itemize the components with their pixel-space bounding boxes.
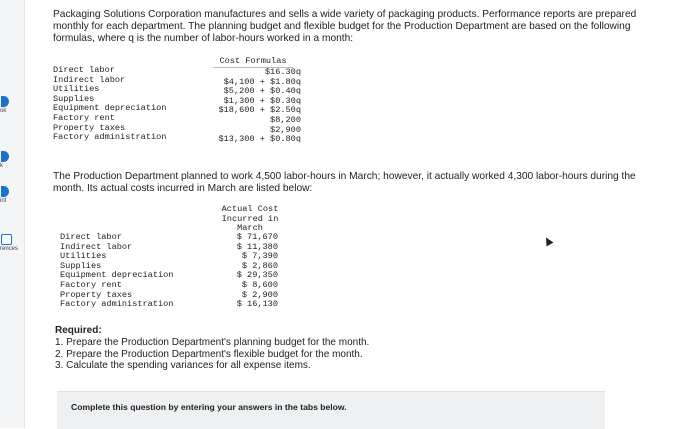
table-row-value: $ 2,900 — [241, 289, 278, 300]
table-row-value: $4,100 + $1.80q — [223, 76, 301, 87]
table-row-value: $2,900 — [270, 124, 301, 135]
actual-costs-names — [60, 233, 173, 310]
required-item: 2. Prepare the Production Department's flexible budget for the month. — [55, 348, 363, 360]
required-heading: Required: — [55, 325, 102, 336]
sidebar-item-label: int — [0, 198, 7, 204]
actual-costs-header-line: Actual Cost — [221, 204, 279, 214]
left-sidebar — [0, 0, 25, 428]
table-row-label: Property taxes — [60, 289, 133, 300]
table-row-label: Indirect labor — [60, 241, 133, 252]
table-row-label: Equipment depreciation — [60, 270, 174, 281]
intro-paragraph: Packaging Solutions Corporation manufactures and sells a wide variety of packaging products. Performance reports are prepared monthly for each department. The planning budget and flexible budget for the Production Department are based on the following formulas, where q is the number of labor-hours worked in a month: — [53, 9, 637, 45]
sidebar-item-label: rences — [0, 246, 19, 252]
actual-costs-header-line: March — [237, 223, 263, 234]
table-row-label: Supplies — [60, 260, 102, 271]
table-row-value: $16.30q — [264, 67, 301, 77]
table-row-label: Direct labor — [53, 65, 115, 75]
actual-costs-header-line: Incurred in — [221, 213, 279, 224]
required-item: 1. Prepare the Production Department's planning budget for the month. — [55, 336, 370, 348]
sidebar-tab-icon — [1, 234, 12, 245]
table-row-value: $8,200 — [270, 114, 301, 125]
table-row-label: Property taxes — [53, 122, 126, 133]
table-row-label: Utilities — [53, 84, 100, 95]
sidebar-item-1[interactable] — [0, 151, 24, 169]
instructions-banner-text: Complete this question by entering your answers in the tabs below. — [71, 402, 347, 412]
cost-formulas-table — [53, 57, 303, 153]
table-row-value: $ 8,600 — [241, 279, 278, 290]
required-section — [55, 325, 455, 372]
actual-costs-values — [230, 233, 278, 310]
actual-costs-paragraph: The Production Department planned to work 4,500 labor-hours in March; however, it actually worked 4,300 labor-hours during the month. Its actual costs incurred in March are listed below: — [53, 171, 636, 195]
sidebar-item-0[interactable] — [0, 96, 24, 114]
instructions-banner — [57, 391, 605, 429]
actual-costs-table — [60, 205, 300, 317]
table-row-label: Equipment depreciation — [53, 103, 167, 114]
sidebar-tab-icon — [1, 151, 9, 162]
sidebar-tab-icon — [1, 96, 9, 107]
table-row-value: $ 29,350 — [236, 270, 278, 281]
required-item: 3. Calculate the spending variances for all expense items. — [55, 360, 311, 372]
sidebar-item-3[interactable] — [0, 234, 24, 252]
sidebar-item-2[interactable] — [0, 186, 24, 204]
actual-costs-header — [218, 205, 282, 234]
table-row-label: Supplies — [53, 93, 95, 104]
table-row-label: Factory administration — [60, 299, 174, 310]
sidebar-item-label: k — [0, 163, 3, 169]
sidebar-item-label: ok — [0, 108, 7, 114]
cost-formulas-names — [53, 66, 166, 143]
table-row-value: $ 71,670 — [236, 232, 278, 242]
cost-formulas-header: Cost Formulas — [213, 57, 293, 68]
table-row-value: $ 7,390 — [241, 251, 278, 262]
table-row-label: Direct labor — [60, 232, 122, 242]
sidebar-tab-icon — [1, 186, 9, 197]
cost-formulas-values — [205, 68, 301, 145]
table-row-value: $ 11,380 — [236, 241, 278, 252]
table-row-value: $13,300 + $0.80q — [218, 134, 301, 145]
table-row-label: Utilities — [60, 251, 107, 262]
table-row-label: Indirect labor — [53, 74, 126, 85]
table-row-value: $ 16,130 — [236, 299, 278, 310]
mouse-cursor-icon — [543, 236, 554, 247]
table-row-label: Factory rent — [60, 279, 122, 290]
table-row-value: $ 2,860 — [241, 260, 278, 271]
table-row-value: $1,300 + $0.30q — [223, 95, 301, 106]
table-row-value: $5,200 + $0.40q — [223, 86, 301, 97]
table-row-label: Factory administration — [53, 132, 167, 143]
table-row-value: $18,600 + $2.50q — [218, 105, 301, 116]
table-row-label: Factory rent — [53, 112, 115, 123]
